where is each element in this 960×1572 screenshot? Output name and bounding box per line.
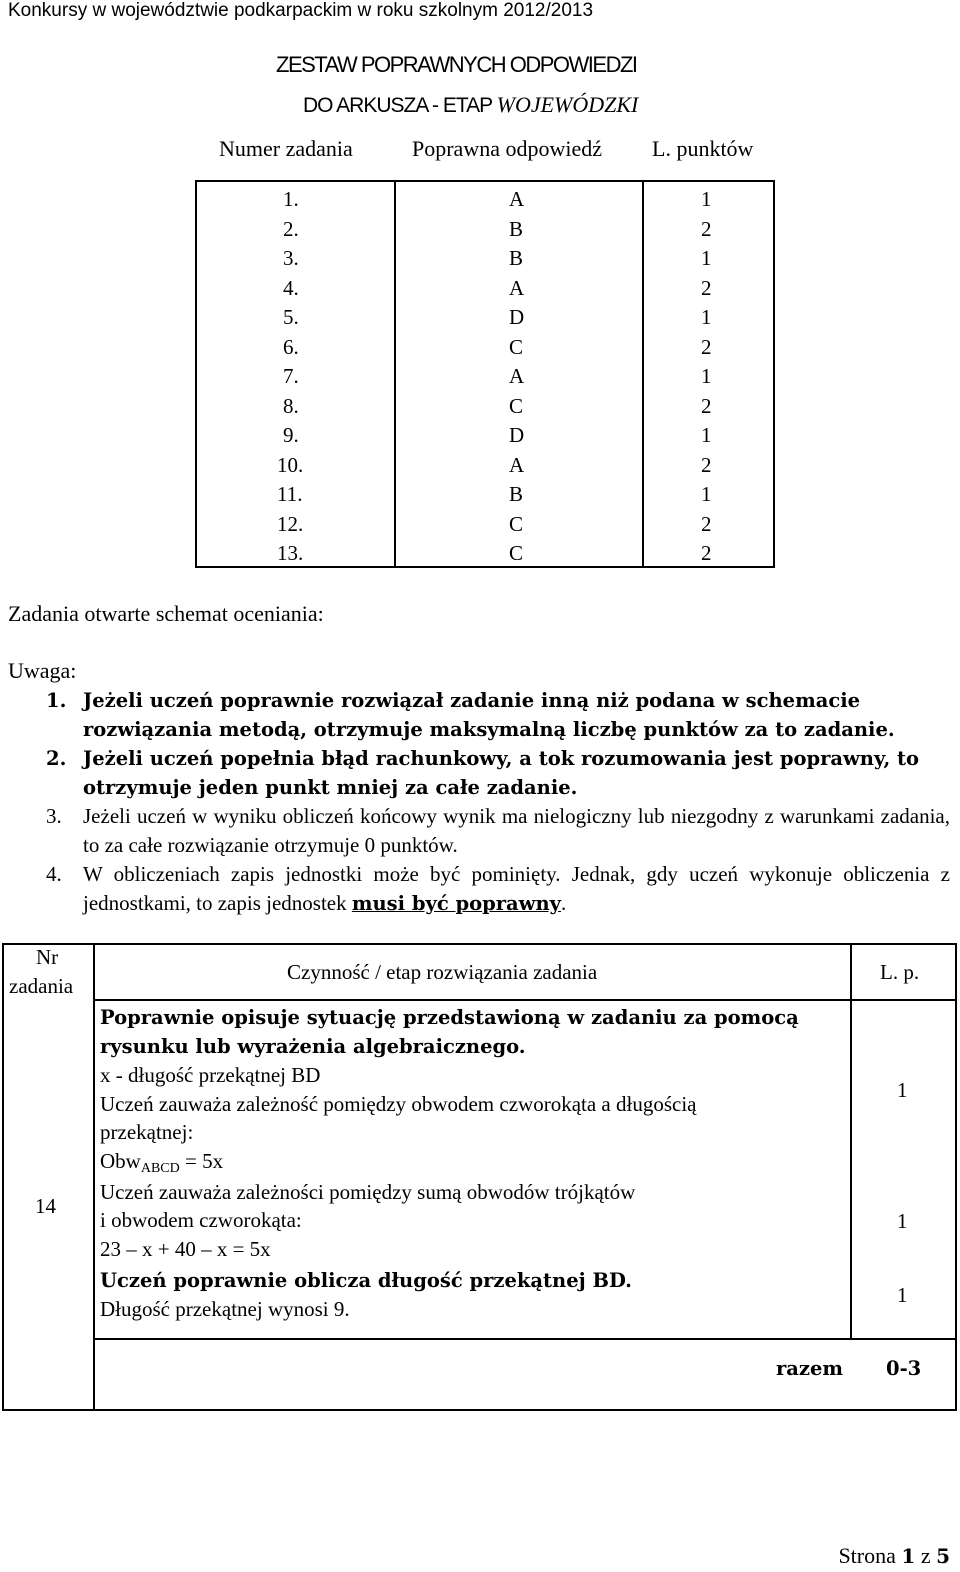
header-activity: Czynność / etap rozwiązania zadania xyxy=(287,960,598,984)
answers-row: 10. A 2 xyxy=(277,452,712,477)
total-label: razem xyxy=(776,1357,844,1380)
header-zadania: zadania xyxy=(9,974,74,998)
step3-points: 1 xyxy=(897,1283,908,1307)
answers-header-number: Numer zadania xyxy=(219,136,353,161)
header-points: L. p. xyxy=(880,960,920,984)
answers-row: 4. A 2 xyxy=(283,275,712,300)
step1-line5: przekątnej: xyxy=(100,1120,194,1144)
note-item: 4. W obliczeniach zapis jednostki może być pominięty. Jednak, gdy uczeń wykonuje obliczenia z jednostkami, to zapis jednostek musi być poprawny. xyxy=(46,862,950,915)
notes-list xyxy=(8,686,950,918)
step1-points: 1 xyxy=(897,1078,908,1102)
page-footer: Strona 1 z 5 xyxy=(838,1543,950,1568)
answers-row: 7. A 1 xyxy=(283,364,712,388)
answers-row: 12. C 2 xyxy=(277,511,712,536)
answers-row: 8. C 2 xyxy=(283,393,712,418)
step1-line4: Uczeń zauważa zależność pomiędzy obwodem czworokąta a długością xyxy=(100,1092,697,1116)
step2-line1: Uczeń zauważa zależności pomiędzy sumą obwodów trójkątów xyxy=(100,1180,636,1204)
answers-row: 1. A 1 xyxy=(283,187,712,211)
page-title: ZESTAW POPRAWNYCH ODPOWIEDZI xyxy=(276,52,637,77)
answers-table xyxy=(195,130,775,568)
step1-line3: x - długość przekątnej BD xyxy=(100,1063,321,1087)
scoring-table xyxy=(2,943,957,1411)
answers-row: 2. B 2 xyxy=(283,216,712,241)
answers-header-points: L. punktów xyxy=(652,136,754,161)
note-emphasis: musi być poprawny xyxy=(351,892,561,915)
step1-line2: rysunku lub wyrażenia algebraicznego. xyxy=(100,1035,526,1058)
step2-points: 1 xyxy=(897,1209,908,1233)
answers-header-divider xyxy=(195,180,775,182)
scoring-bottom-border xyxy=(2,1409,957,1411)
step1-line1: Poprawnie opisuje sytuację przedstawioną w zadaniu za pomocą xyxy=(100,1006,799,1029)
scoring-right-border xyxy=(955,943,957,1411)
page-subtitle xyxy=(303,92,638,118)
answers-row: 9. D 1 xyxy=(283,423,712,447)
answers-row: 6. C 2 xyxy=(283,334,712,359)
subtitle-stage: WOJEWÓDZKI xyxy=(496,92,639,117)
scoring-col-divider-2 xyxy=(850,943,852,1340)
note-item: 1. Jeżeli uczeń poprawnie rozwiązał zadanie inną niż podana w schemacie rozwiązania metodą, otrzymuje maksymalną liczbę punktów za to zadanie. xyxy=(46,689,895,741)
subtitle-prefix: DO ARKUSZA - ETAP xyxy=(303,94,492,117)
step1-formula: Obw$_{ABCD}$ = 5x xyxy=(100,1149,224,1176)
note-item: 3. Jeżeli uczeń w wyniku obliczeń końcowy wynik ma nielogiczny lub niezgodny z warunkami zadania, to za całe rozwiązanie otrzymuje 0 punktów. xyxy=(46,804,950,857)
step2-line3: 23 – x + 40 – x = 5x xyxy=(100,1237,271,1261)
step3-line2: Długość przekątnej wynosi 9. xyxy=(100,1297,350,1321)
step3-line1: Uczeń poprawnie oblicza długość przekątnej BD. xyxy=(100,1269,632,1292)
notes-label: Uwaga: xyxy=(8,658,77,683)
answers-row: 3. B 1 xyxy=(283,246,712,270)
note-item: 2. Jeżeli uczeń popełnia błąd rachunkowy, a tok rozumowania jest poprawny, to otrzymuje jeden punkt mniej za całe zadanie. xyxy=(46,747,920,799)
current-page: 1 xyxy=(901,1544,916,1568)
step2-line2: i obwodem czworokąta: xyxy=(100,1208,302,1232)
answers-row: 5. D 1 xyxy=(283,305,712,329)
page-header: Konkursy w województwie podkarpackim w roku szkolnym 2012/2013 xyxy=(8,0,594,21)
header-nr: Nr xyxy=(36,945,59,969)
scoring-top-border xyxy=(2,943,955,945)
scoring-col-divider-1 xyxy=(93,943,95,1411)
task-number: 14 xyxy=(35,1194,56,1218)
answers-header-answer: Poprawna odpowiedź xyxy=(412,136,603,161)
scoring-left-border xyxy=(2,943,4,1411)
answers-row: 11. B 1 xyxy=(277,482,712,506)
total-pages: 5 xyxy=(936,1544,950,1568)
open-tasks-title: Zadania otwarte schemat oceniania: xyxy=(8,601,324,626)
total-points: 0-3 xyxy=(886,1357,922,1380)
answers-row: 13. C 2 xyxy=(277,541,712,565)
scoring-header-divider xyxy=(93,999,957,1001)
scoring-total-divider xyxy=(93,1338,957,1340)
